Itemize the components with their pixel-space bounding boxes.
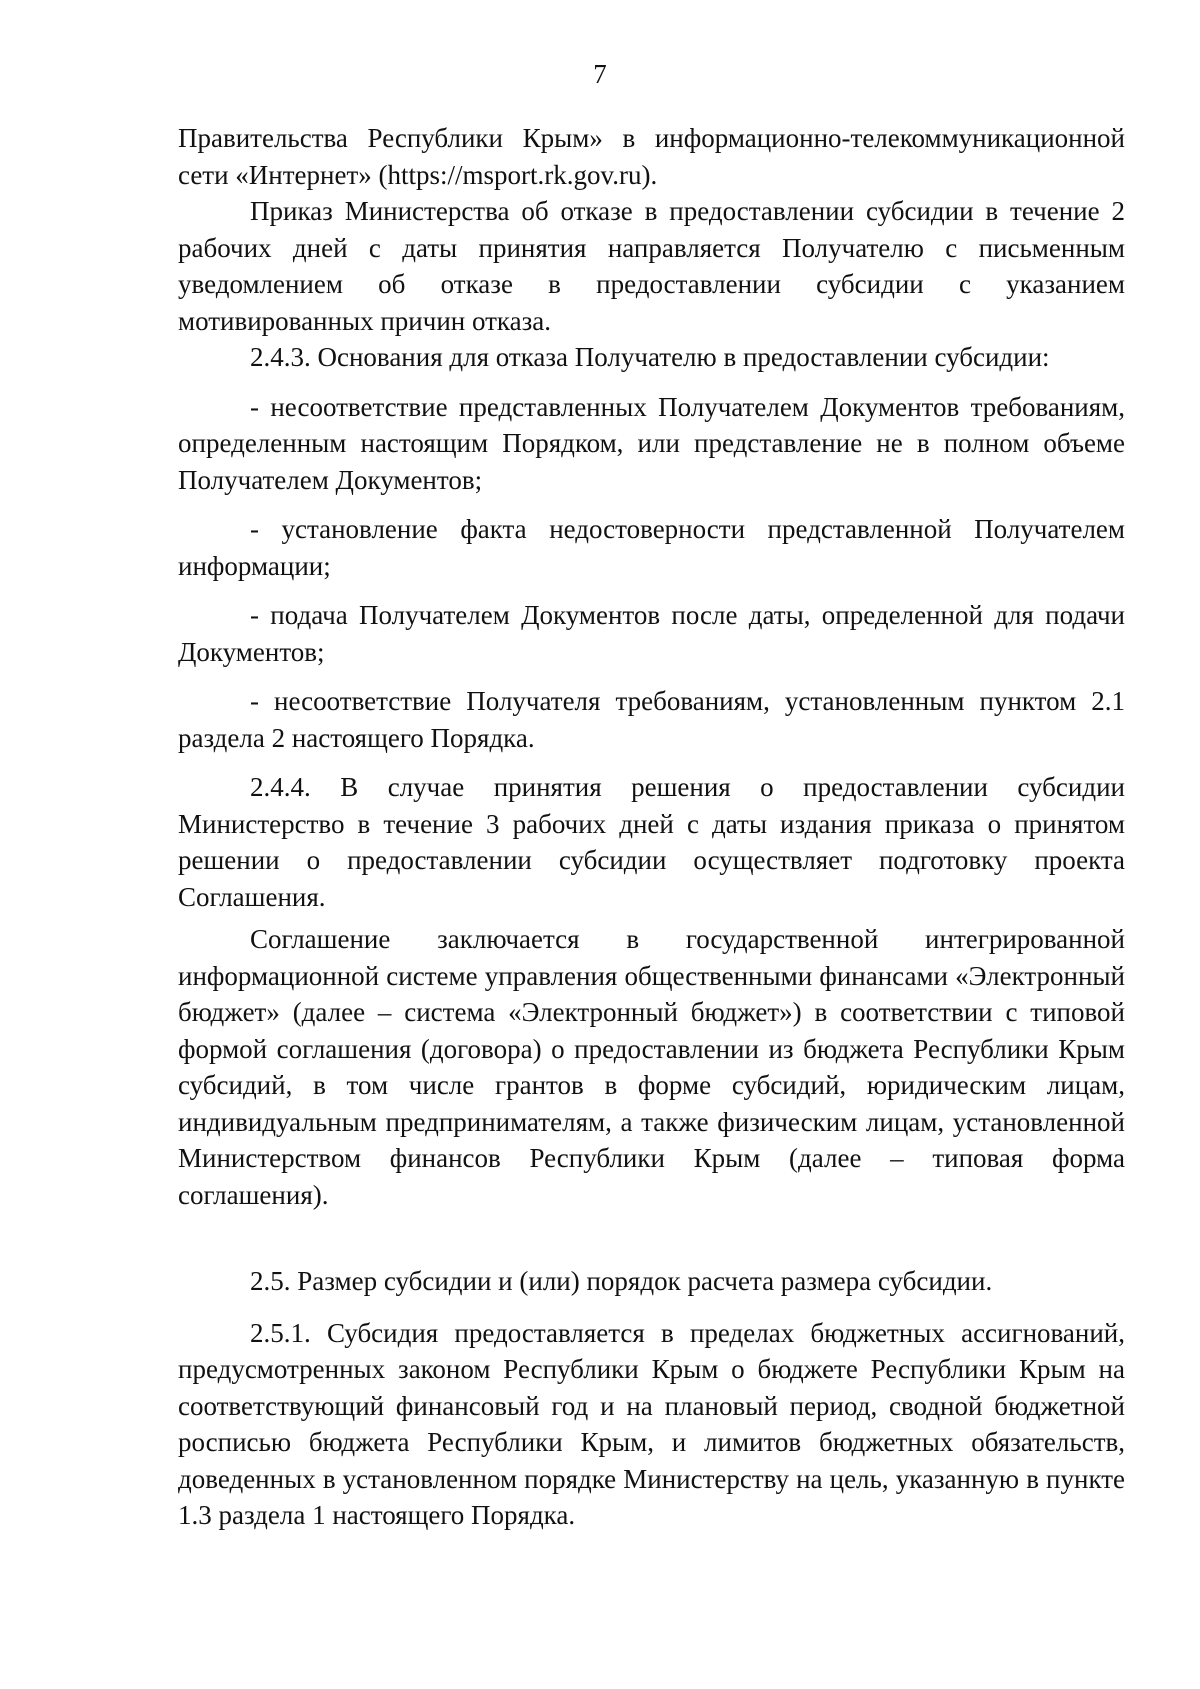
- list-item-nonconformity-recipient: - несоответствие Получателя требованиям, установленным пунктом 2.1 раздела 2 настоящего Порядка.: [178, 686, 1125, 753]
- section-heading-2-5: 2.5. Размер субсидии и (или) порядок расчета размера субсидии.: [250, 1266, 993, 1296]
- document-body: [178, 120, 1125, 1534]
- paragraph-refusal-order: Приказ Министерства об отказе в предоставлении субсидии в течение 2 рабочих дней с даты принятия направляется Получателю с письменным уведомлением об отказе в предоставлении субсидии с указанием мотивированных причин отказа.: [178, 196, 1125, 336]
- paragraph-2-4-4: 2.4.4. В случае принятия решения о предоставлении субсидии Министерство в течение 3 рабочих дней с даты издания приказа о принятом решении о предоставлении субсидии осуществляет подготовку проекта Соглашения.: [178, 772, 1125, 912]
- page-number: 7: [593, 59, 607, 89]
- paragraph-continuation: Правительства Республики Крым» в информационно-телекоммуникационной сети «Интернет» (https://msport.rk.gov.ru).: [178, 123, 1125, 190]
- paragraph-2-4-3: 2.4.3. Основания для отказа Получателю в предоставлении субсидии:: [250, 342, 1050, 372]
- list-item-nonconformity-documents: - несоответствие представленных Получателем Документов требованиям, определенным настоящим Порядком, или представление не в полном объеме Получателем Документов;: [178, 391, 1125, 495]
- paragraph-2-5-1: 2.5.1. Субсидия предоставляется в пределах бюджетных ассигнований, предусмотренных законом Республики Крым о бюджете Республики Крым на соответствующий финансовый год и на плановый период, сводной бюджетной росписью бюджета Республики Крым, и лимитов бюджетных обязательств, доведенных в установленном порядке Министерству на цель, указанную в пункте 1.3 раздела 1 настоящего Порядка.: [178, 1317, 1125, 1530]
- list-item-false-information: - установление факта недостоверности представленной Получателем информации;: [178, 514, 1125, 581]
- list-item-late-submission: - подача Получателем Документов после даты, определенной для подачи Документов;: [178, 600, 1125, 667]
- paragraph-agreement: Соглашение заключается в государственной интегрированной информационной системе управления общественными финансами «Электронный бюджет» (далее – система «Электронный бюджет») в соответствии с типовой формой соглашения (договора) о предоставлении из бюджета Республики Крым субсидий, в том числе грантов в форме субсидий, юридическим лицам, индивидуальным предпринимателям, а также физическим лицам, установленной Министерством финансов Республики Крым (далее – типовая форма соглашения).: [178, 924, 1125, 1210]
